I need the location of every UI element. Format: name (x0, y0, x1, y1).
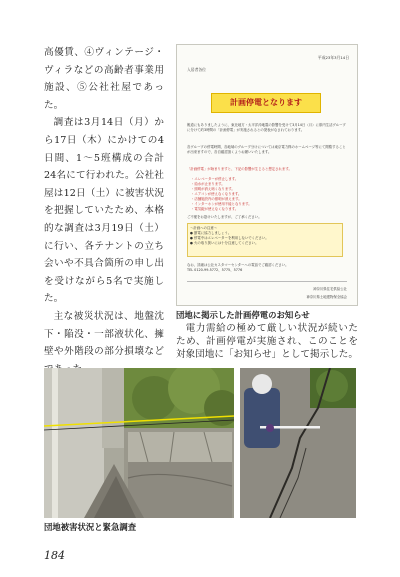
notice-list-item: ・照明が消え暗くなります。 (191, 187, 235, 191)
notice-caption-text (176, 322, 358, 361)
photos-caption: 団地被害状況と緊急調査 (44, 522, 137, 532)
notice-list-item: ・給水が止まります。 (191, 182, 225, 186)
body-paragraph: 主な被災状況は、地盤沈下・陥没・一部液状化、擁壁や外階段の部分損壊など (44, 310, 164, 358)
notice-list (191, 177, 341, 212)
notice-caption-paragraph: 電力需給の極めて厳しい状況が続いたため、計画停電が実施され、このことを対象団地に「お知らせ」として掲示した。 (176, 323, 358, 360)
page-number: 184 (44, 549, 65, 562)
notice-date: 平成23年3月14日 (317, 55, 349, 60)
notice-warning: 「計画停電」が始まりますと、下記の影響が生じると想定されます。 (187, 167, 292, 171)
notice-org: 神奈川県土地建物保全協会 (306, 295, 347, 299)
notice-org: 神奈川県住宅供給公社 (313, 287, 347, 291)
notice-list-item: ・インターホンが使用不能となります。 (191, 202, 252, 206)
notice-banner: 計画停電となります (211, 93, 321, 113)
notice-list-item: ・エアコンが使えなくなります。 (191, 192, 242, 196)
notice-box-line: ● 火の取り扱いには十分注意してください。 (190, 241, 259, 245)
damage-photo-retaining-wall (44, 368, 234, 518)
notice-box-line: ● 停電中はエレベーターを利用しないでください。 (190, 236, 269, 240)
notice-divider (187, 281, 347, 282)
notice-box-title: ～計画への注意～ (190, 226, 218, 230)
damage-photo-crack-inspection (240, 368, 356, 518)
notice-addressee: 入居者各位 (187, 67, 206, 72)
notice-tel: TEL 0120-99-5772、5775、5776 (187, 268, 243, 272)
notice-note: ご不便をお掛けいたしますが、ご了承ください。 (187, 215, 262, 219)
notice-list-item: ・エレベーターが停止します。 (191, 177, 239, 181)
damage-photo-illustration (44, 368, 234, 518)
notice-caution-box (187, 223, 343, 257)
inspection-photo-illustration (240, 368, 356, 518)
notice-caption: 団地に掲示した計画停電のお知らせ (176, 310, 310, 320)
notice-contact-text: なお、詳細は公社カスタマーセンターへの電話でご確認ください。 (187, 263, 289, 267)
notice-list-item: ・店舗施設内の照明が消えます。 (191, 197, 242, 201)
body-paragraph: 高優賃、④ヴィンテージ・ヴィラなどの高齢者事業用施設、⑤公社社屋であった。 (44, 47, 164, 111)
power-outage-notice-image (176, 44, 358, 306)
body-paragraph: 調査は3月14日（月）から17日（木）にかけての4日間、1～5班構成の合計24名にて行われた。公社社屋は12日（土）に被害状況を把握していたため、本格的な調査は3月19日（土）に行い、各テナントの立ち会いや不具合箇所の申し出を受けながら5名で実施した。 (44, 117, 164, 305)
notice-list-item: ・電気錠が使えなくなります。 (191, 207, 239, 211)
notice-paragraph: 各グループの停電時間、各地域のグループ分けについては東京電力株のホームページ等にて閲覧することが出来ますので、各自確認頂くようお願いいたします。 (187, 145, 346, 154)
notice-box-line: ● 節電に協力しましょう。 (190, 231, 232, 235)
notice-contact (187, 263, 343, 273)
notice-paragraph: 報道にもありましたように、東北地方・太平洋沖地震の影響を受けて3月14日（月）に県内生活グループに分けて約3時間の「計画停電」が実施されるとの発表がなされております。 (187, 123, 346, 132)
